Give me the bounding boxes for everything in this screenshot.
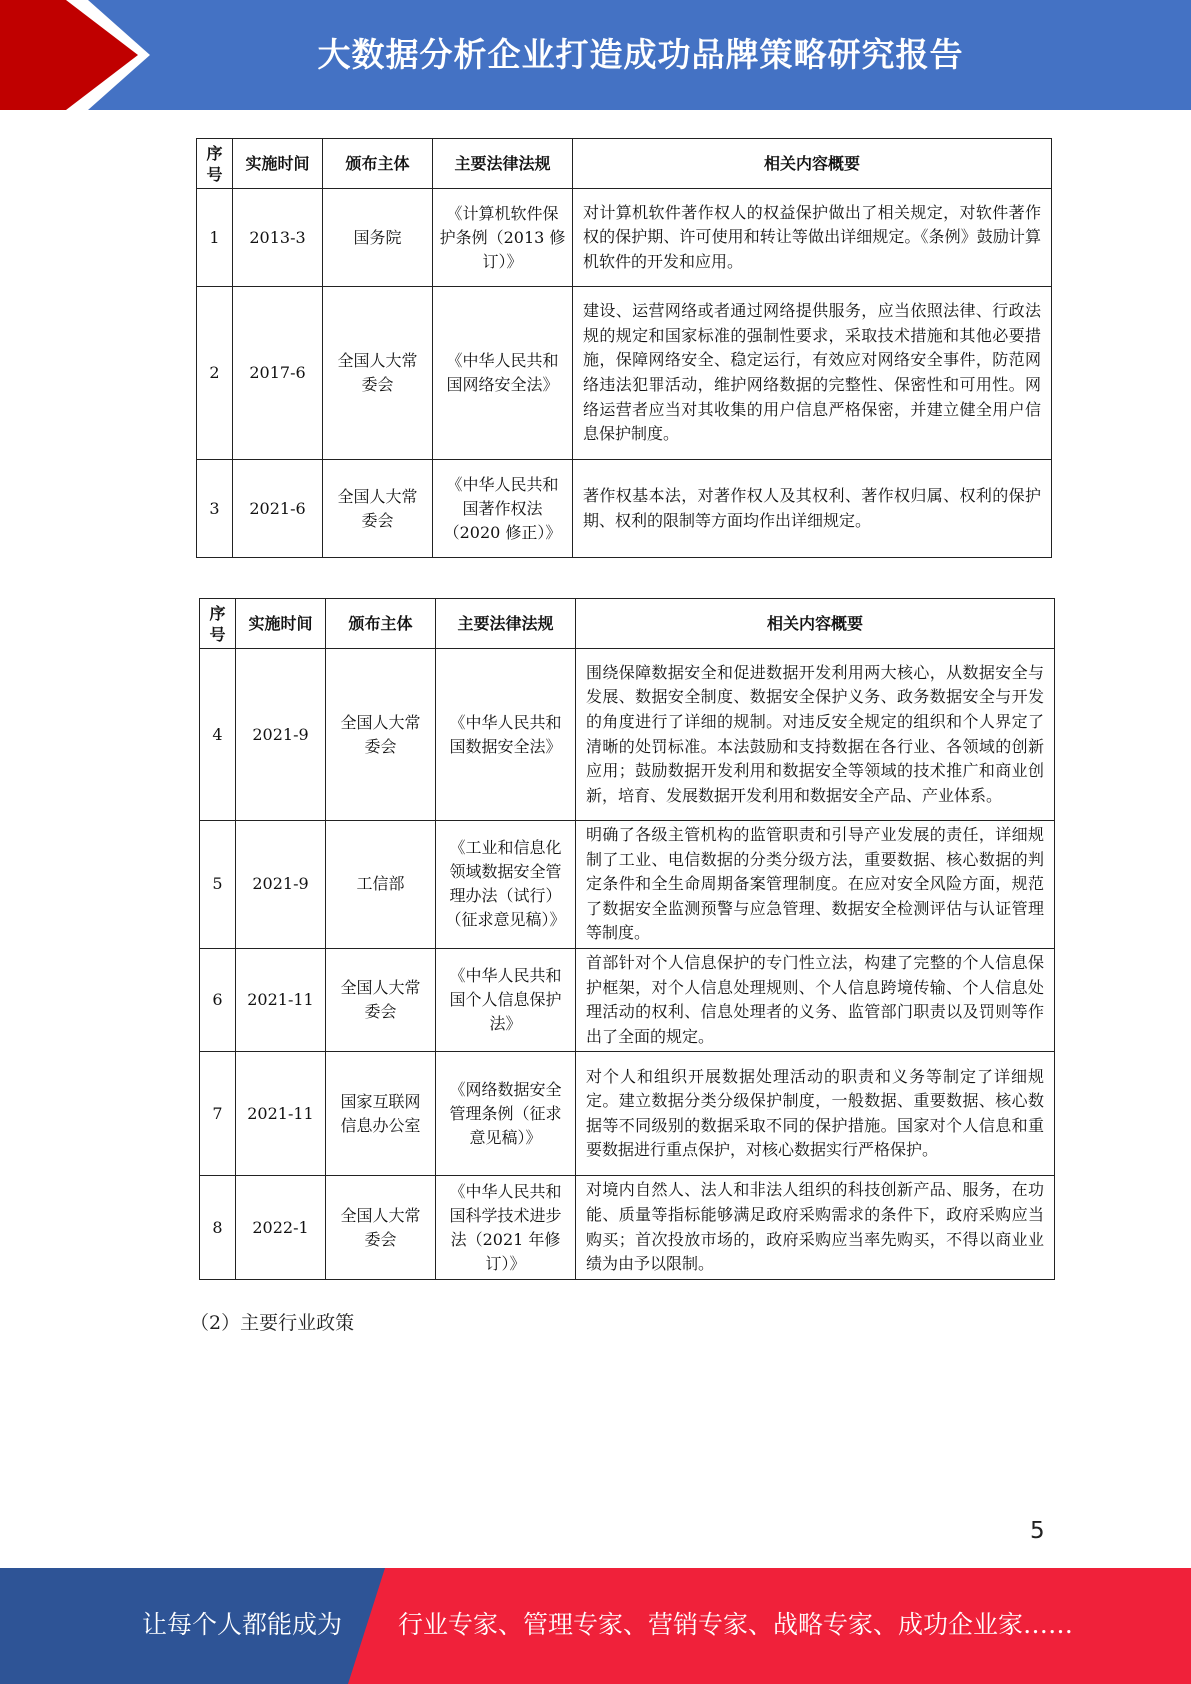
cell-law: 《中华人民共和国著作权法（2020 修正）》 [433,460,573,558]
cell-date: 2013-3 [233,189,323,287]
table-row [200,649,1055,821]
cell-issuer: 国务院 [323,189,433,287]
cell-date: 2021-9 [236,649,326,821]
cell-seq: 5 [200,821,236,949]
table-row [197,189,1052,287]
cell-seq: 3 [197,460,233,558]
cell-summary: 对境内自然人、法人和非法人组织的科技创新产品、服务，在功能、质量等指标能够满足政府采购需求的条件下，政府采购应当购买；首次投放市场的，政府采购应当率先购买，不得以商业业绩为由予以限制。 [576,1176,1055,1279]
cell-issuer: 工信部 [326,821,436,949]
table-header-row [200,599,1055,649]
cell-summary: 围绕保障数据安全和促进数据开发利用两大核心，从数据安全与发展、数据安全制度、数据安全保护义务、政务数据安全与开发的角度进行了详细的规制。对违反安全规定的组织和个人界定了清晰的处罚标准。本法鼓励和支持数据在各行业、各领域的创新应用；鼓励数据开发利用和数据安全等领域的技术推广和商业创新，培育、发展数据开发利用和数据安全产品、产业体系。 [576,649,1055,821]
cell-summary: 建设、运营网络或者通过网络提供服务，应当依照法律、行政法规的规定和国家标准的强制性要求，采取技术措施和其他必要措施，保障网络安全、稳定运行，有效应对网络安全事件，防范网络违法犯罪活动，维护网络数据的完整性、保密性和可用性。网络运营者应当对其收集的用户信息严格保密，并建立健全用户信息保护制度。 [573,287,1052,460]
header-issuer: 颁布主体 [326,599,436,649]
header-law: 主要法律法规 [433,139,573,189]
cell-law: 《工业和信息化领域数据安全管理办法（试行）（征求意见稿）》 [436,821,576,949]
footer-slogan-left: 让每个人都能成为 [142,1610,343,1639]
cell-seq: 7 [200,1052,236,1176]
cell-seq: 2 [197,287,233,460]
header-issuer: 颁布主体 [323,139,433,189]
header-law: 主要法律法规 [436,599,576,649]
page-footer [0,1568,1191,1684]
law-table-1 [196,138,1052,558]
cell-law: 《中华人民共和国个人信息保护法》 [436,948,576,1051]
cell-summary: 著作权基本法，对著作权人及其权利、著作权归属、权利的保护期、权利的限制等方面均作出详细规定。 [573,460,1052,558]
cell-law: 《中华人民共和国科学技术进步法（2021 年修订）》 [436,1176,576,1279]
cell-date: 2021-11 [236,948,326,1051]
table-row [200,821,1055,949]
cell-seq: 4 [200,649,236,821]
page-number: 5 [1030,1518,1045,1544]
cell-issuer: 全国人大常委会 [326,948,436,1051]
cell-date: 2021-11 [236,1052,326,1176]
cell-summary: 对计算机软件著作权人的权益保护做出了相关规定，对软件著作权的保护期、许可使用和转让等做出详细规定。《条例》鼓励计算机软件的开发和应用。 [573,189,1052,287]
cell-law: 《网络数据安全管理条例（征求意见稿）》 [436,1052,576,1176]
table-row [200,1052,1055,1176]
report-title: 大数据分析企业打造成功品牌策略研究报告 [317,35,964,74]
table-row [197,287,1052,460]
section-heading: （2）主要行业政策 [190,1312,355,1334]
table-row [200,948,1055,1051]
cell-summary: 首部针对个人信息保护的专门性立法，构建了完整的个人信息保护框架，对个人信息处理规则、个人信息跨境传输、个人信息处理活动的权利、信息处理者的义务、监管部门职责以及罚则等作出了全面的规定。 [576,948,1055,1051]
table-row [197,460,1052,558]
cell-issuer: 全国人大常委会 [323,460,433,558]
cell-issuer: 全国人大常委会 [326,649,436,821]
cell-date: 2022-1 [236,1176,326,1279]
law-table-2 [199,598,1055,1280]
table-header-row [197,139,1052,189]
header-seq: 序号 [200,599,236,649]
header-seq: 序号 [197,139,233,189]
cell-seq: 8 [200,1176,236,1279]
footer-slogan-right: 行业专家、管理专家、营销专家、战略专家、成功企业家…… [398,1610,1074,1639]
cell-date: 2021-6 [233,460,323,558]
header-summary: 相关内容概要 [573,139,1052,189]
cell-law: 《中华人民共和国网络安全法》 [433,287,573,460]
header-date: 实施时间 [233,139,323,189]
cell-issuer: 全国人大常委会 [323,287,433,460]
header-date: 实施时间 [236,599,326,649]
cell-date: 2021-9 [236,821,326,949]
cell-summary: 明确了各级主管机构的监管职责和引导产业发展的责任，详细规制了工业、电信数据的分类分级方法，重要数据、核心数据的判定条件和全生命周期备案管理制度。在应对安全风险方面，规范了数据安全监测预警与应急管理、数据安全检测评估与认证管理等制度。 [576,821,1055,949]
cell-issuer: 全国人大常委会 [326,1176,436,1279]
cell-issuer: 国家互联网信息办公室 [326,1052,436,1176]
cell-law: 《计算机软件保护条例（2013 修订）》 [433,189,573,287]
table-row [200,1176,1055,1279]
cell-law: 《中华人民共和国数据安全法》 [436,649,576,821]
cell-seq: 6 [200,948,236,1051]
cell-summary: 对个人和组织开展数据处理活动的职责和义务等制定了详细规定。建立数据分类分级保护制度，一般数据、重要数据、核心数据等不同级别的数据采取不同的保护措施。国家对个人信息和重要数据进行重点保护，对核心数据实行严格保护。 [576,1052,1055,1176]
cell-seq: 1 [197,189,233,287]
page-header [0,0,1191,110]
header-summary: 相关内容概要 [576,599,1055,649]
cell-date: 2017-6 [233,287,323,460]
